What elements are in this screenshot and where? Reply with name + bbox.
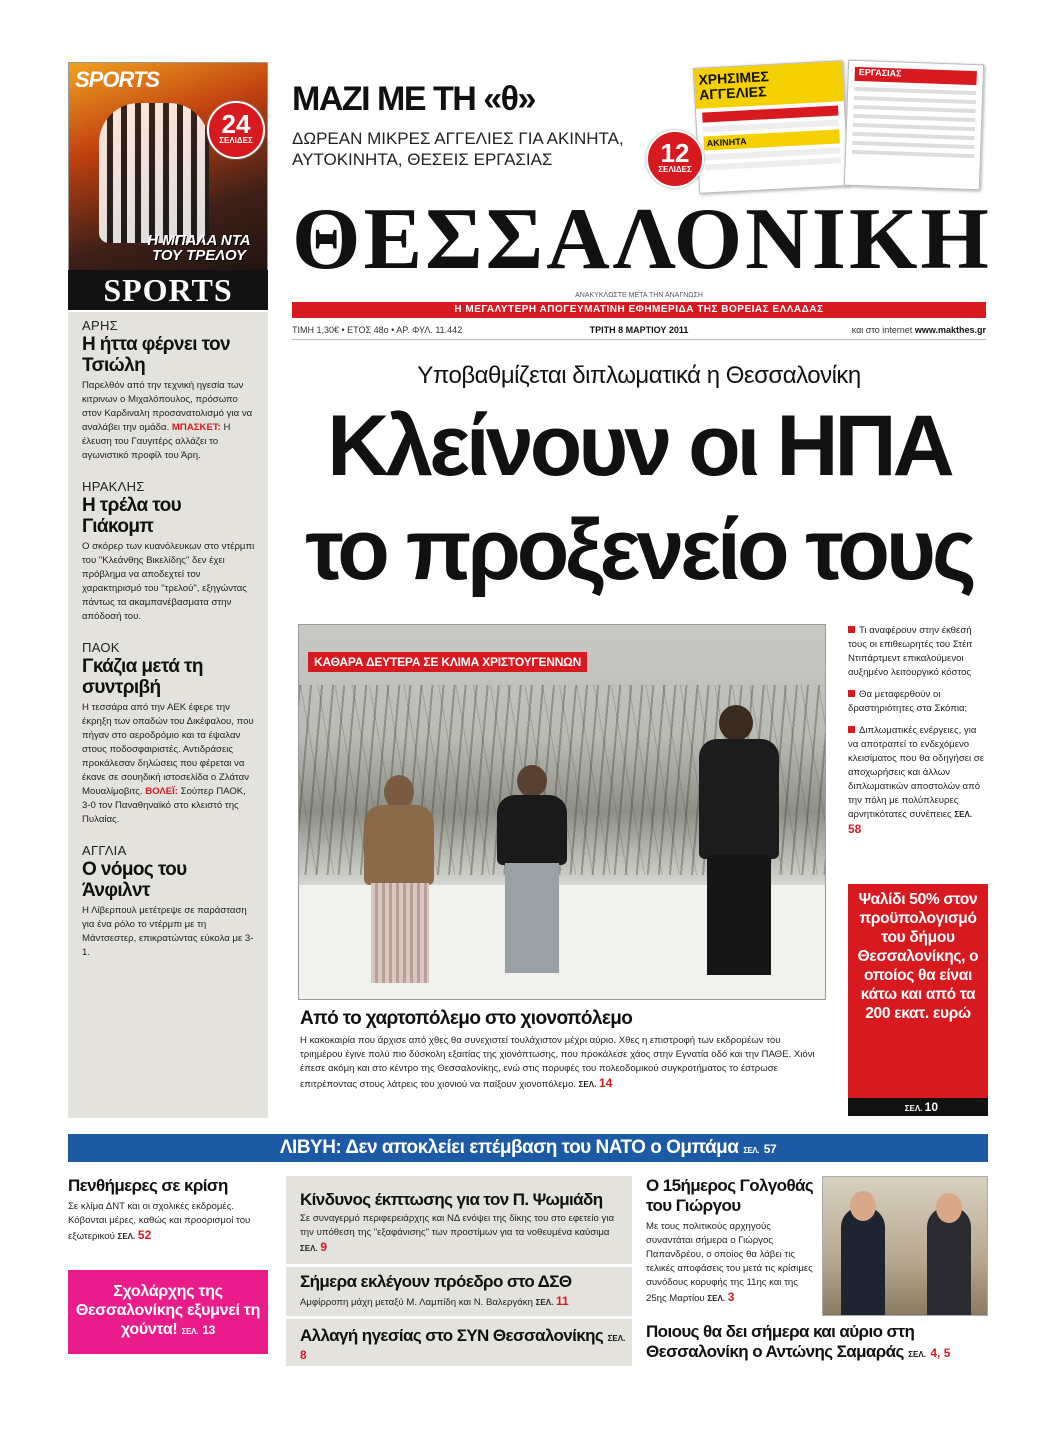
story-headline: Ο 15ήμερος Γολγοθάς του Γιώργου [646, 1176, 814, 1215]
samaras-story[interactable] [646, 1322, 990, 1362]
papandreou-story[interactable] [646, 1176, 818, 1306]
website-url[interactable]: www.makthes.gr [914, 325, 986, 335]
photo-label: ΚΑΘΑΡΑ ΔΕΥΤΕΡΑ ΣΕ ΚΛΙΜΑ ΧΡΙΣΤΟΥΓΕΝΝΩΝ [308, 652, 587, 672]
sidebar-category: ΑΓΓΛΙΑ [82, 843, 127, 858]
dsth-story[interactable] [300, 1272, 626, 1310]
sports-pages-badge [207, 101, 265, 159]
bullet-text: Διπλωματικές ενέργειες, για να αποτραπεί το ενδεχόμενο κλεισίματος που θα οδηγήσει σε αποχωρήσεις και άλλων διπλωματικών αποστολών από την πόλη με πολύπλευρες αρνητικότατες συνέπειες [848, 725, 985, 820]
classifieds-pages-number: 12 [660, 138, 690, 168]
photo-person-head [719, 705, 753, 741]
sidebar-body [82, 379, 256, 463]
page-ref-label: ΣΕΛ. [954, 810, 973, 819]
photo-person-2 [479, 765, 589, 985]
story-headline: Ποιους θα δει σήμερα και αύριο στη Θεσσαλονίκη ο Αντώνης Σαμαράς [646, 1322, 915, 1361]
photo-person-legs [371, 883, 429, 983]
divider [286, 1264, 632, 1267]
thumb-line [852, 150, 974, 158]
page-ref-number: 58 [848, 822, 862, 836]
sports-sidebar [68, 312, 268, 1118]
promo-title: ΜΑΖΙ ΜΕ ΤΗ «θ» [292, 80, 535, 118]
school-trips-story[interactable] [68, 1176, 268, 1244]
lead-headline-line-2: το προξενείο τους [305, 502, 973, 598]
sidebar-category: ΗΡΑΚΛΗΣ [82, 479, 145, 494]
sidebar-headline: Γκάζια μετά τη συντριβή [82, 656, 203, 698]
page-ref-label: ΣΕΛ. [904, 1104, 923, 1113]
page-ref-label: ΣΕΛ. [578, 1080, 597, 1089]
photo-person-legs [505, 863, 559, 973]
photo-person-head [384, 775, 414, 809]
thumb-line [852, 141, 974, 149]
bullet-item [848, 688, 988, 716]
thumb-line [854, 96, 976, 104]
sidebar-body [82, 701, 256, 827]
thumb-line [853, 132, 975, 140]
story-headline: Σήμερα εκλέγουν πρόεδρο στο ΔΣΘ [300, 1272, 572, 1291]
thumb-line [854, 87, 976, 95]
sidebar-story-iraklis[interactable] [82, 479, 256, 624]
psomiadis-story[interactable] [300, 1190, 626, 1256]
photo-person-body [699, 739, 779, 859]
photo-story-headline[interactable]: Από το χαρτοπόλεμο στο χιονοπόλεμο [300, 1008, 633, 1029]
thumb-line [854, 105, 976, 113]
recycle-note: ΑΝΑΚΥΚΛΩΣΤΕ ΜΕΤΑ ΤΗΝ ΑΝΑΓΝΩΣΗ [575, 292, 703, 299]
story-text: Αμφίρροπη μάχη μεταξύ Μ. Λαμπίδη και Ν. Βαλεργάκη [300, 1297, 533, 1308]
classifieds-thumb-section: ΑΚΙΝΗΤΑ [703, 129, 840, 150]
junta-story-box[interactable] [68, 1270, 268, 1354]
page-ref-number: 13 [202, 1323, 215, 1337]
story-body [300, 1294, 626, 1310]
photo-face [936, 1193, 962, 1223]
sidebar-body-text: Η τεσσάρα από την ΑΕΚ έφερε την έκρηξη των οπαδών του Δικέφαλου, που πήγαν στο αεροδρόμιο και τα έψαλαν στους ποδοσφαιριστές. Αντιδράσεις προκάλεσαν δηλώσεις που φέρεται να έκανε σε σουηδική ιστοσελίδα ο Ζλάταν Μουαλίμοβιτς. [82, 702, 254, 797]
sidebar-keyword: ΜΠΑΣΚΕΤ: [171, 422, 221, 433]
sidebar-headline: Η ήττα φέρνει τον Τσιώλη [82, 334, 230, 376]
syn-story[interactable] [300, 1326, 626, 1364]
issue-price: ΤΙΜΗ 1,30€ • ΕΤΟΣ 48ο • ΑΡ. ΦΥΛ. 11.442 [292, 325, 463, 335]
bullet-text: Θα μεταφερθούν οι δραστηριότητες στα Σκόπια; [848, 689, 968, 714]
libya-headline: ΛΙΒΥΗ: Δεν αποκλείει επέμβαση του ΝΑΤΟ ο Ομπάμα [279, 1137, 739, 1158]
story-text: Με τους πολιτικούς αρχηγούς συναντάται σήμερα ο Γιώργος Παπανδρέου, ο οποίος θα λάβει τις τελικές αποφάσεις του μετά τις κρίσιμες συνόδους κορυφής της 11ης και της 25ης Μαρτίου [646, 1221, 813, 1304]
page-ref-label: ΣΕΛ. [607, 1334, 626, 1343]
sports-pages-label: ΣΕΛΙΔΕΣ [219, 136, 253, 145]
classifieds-pages-label: ΣΕΛΙΔΕΣ [658, 165, 692, 174]
photo-person [841, 1207, 885, 1316]
page-ref-number: 11 [556, 1294, 569, 1308]
sidebar-extra-text: Η έλευση του Γαυγιτέρς αλλάζει το αγωνιστικό προφίλ του Άρη. [82, 422, 231, 461]
bullet-square-icon [848, 626, 855, 633]
page-ref-number: 57 [763, 1142, 777, 1156]
thumb-line [853, 123, 975, 131]
page-ref-number: 3 [727, 1290, 735, 1304]
page-ref-number: 10 [924, 1100, 938, 1114]
divider [286, 1316, 632, 1319]
page-ref-number: 14 [599, 1076, 613, 1090]
page-ref-label: ΣΕΛ. [535, 1298, 554, 1307]
sidebar-keyword: ΒΟΛΕΪ: [145, 786, 178, 797]
politics-box [286, 1176, 632, 1366]
budget-cut-box[interactable]: Ψαλίδι 50% στον προϋπολογισμό του δήμου Θεσσαλονίκης, ο οποίος θα είναι κάτω και από τα 200 εκατ. ευρώ [848, 884, 988, 1098]
story-headline: Κίνδυνος έκπτωσης για τον Π. Ψωμιάδη [300, 1190, 603, 1209]
page-ref-number: 52 [137, 1228, 152, 1242]
thumb-line [853, 114, 975, 122]
sidebar-extra-text: Σούπερ ΠΑΟΚ, 3-0 τον Παναθηναϊκό στο κλειστό της Πυλαίας. [82, 786, 246, 825]
photo-person-body [364, 805, 434, 885]
players-photo [99, 103, 209, 243]
bullet-square-icon [848, 726, 855, 733]
photo-person-3 [679, 705, 799, 985]
page-ref-label: ΣΕΛ. [743, 1146, 759, 1155]
photo-person-1 [339, 775, 449, 985]
story-body [646, 1220, 818, 1306]
sidebar-body: Ο σκόρερ των κυανόλευκων στο ντέρμπι του "Κλεάνθης Βικελίδης" δεν έχει πρόβλημα να αποδεχτεί τον χαρακτηρισμό του "τρελού", εξηγώντας πάντως τα ακαμπανέβασματα στην απόδοσή του. [82, 541, 255, 622]
bullet-square-icon [848, 690, 855, 697]
page-ref-number: 9 [320, 1240, 328, 1254]
politicians-photo[interactable] [822, 1176, 988, 1316]
classifieds-thumb2-title: ΕΡΓΑΣΙΑΣ [855, 67, 977, 85]
story-headline: Πενθήμερες σε κρίση [68, 1176, 228, 1195]
lead-headline[interactable] [292, 394, 986, 602]
issue-date: ΤΡΙΤΗ 8 ΜΑΡΤΙΟΥ 2011 [589, 325, 689, 335]
sports-thumb-caption: Η ΜΠΑΛΑ ΝΤΑ ΤΟΥ ΤΡΕΛΟΥ [147, 232, 251, 264]
story-body [68, 1200, 268, 1244]
page-ref-label: ΣΕΛ. [908, 1350, 926, 1359]
sidebar-category: ΑΡΗΣ [82, 318, 118, 333]
page-ref-number: 8 [300, 1348, 307, 1362]
issue-info-line [292, 322, 986, 340]
website-prefix: και στο internet [851, 325, 913, 335]
page-ref-label: ΣΕΛ. [707, 1294, 726, 1303]
story-body [300, 1212, 626, 1256]
bullet-item [848, 724, 988, 838]
classifieds-thumb-title: ΧΡΗΣΙΜΕΣ ΑΓΓΕΛΙΕΣ [694, 61, 844, 109]
photo-face [850, 1191, 876, 1221]
page-ref-label: ΣΕΛ. [117, 1232, 136, 1241]
classifieds-page-thumbnail[interactable] [844, 60, 984, 191]
sidebar-story-england[interactable] [82, 843, 256, 960]
website-line [852, 325, 986, 335]
sidebar-story-paok[interactable] [82, 640, 256, 827]
lead-kicker: Υποβαθμίζεται διπλωματικά η Θεσσαλονίκη [417, 362, 861, 389]
sports-supplement-thumbnail[interactable] [68, 62, 268, 272]
sports-thumb-title: SPORTS [75, 67, 160, 92]
tagline-bar: Η ΜΕΓΑΛΥΤΕΡΗ ΑΠΟΓΕΥΜΑΤΙΝΗ ΕΦΗΜΕΡΙΔΑ ΤΗΣ ΒΟΡΕΙΑΣ ΕΛΛΑΔΑΣ [292, 302, 986, 318]
snowball-fight-photo[interactable] [298, 624, 826, 1000]
sidebar-headline: Ο νόμος του Άνφιλντ [82, 859, 187, 901]
pink-box-text: Σχολάρχης της Θεσσαλονίκης εξυμνεί τη χούντα! [75, 1283, 261, 1338]
page-ref-label: ΣΕΛ. [300, 1244, 318, 1253]
promo-text: ΔΩΡΕΑΝ ΜΙΚΡΕΣ ΑΓΓΕΛΙΕΣ ΓΙΑ ΑΚΙΝΗΤΑ, ΑΥΤΟΚΙΝΗΤΑ, ΘΕΣΕΙΣ ΕΡΓΑΣΙΑΣ [292, 129, 624, 169]
sports-section-bar: SPORTS [68, 270, 268, 310]
photo-person-body [497, 795, 567, 865]
photo-person-legs [707, 855, 771, 975]
budget-cut-page-ref [848, 1098, 988, 1116]
sidebar-body-text: Παρελθόν από την τεχνική ηγεσία των κιτρινων ο Μιχαλόπουλος, πρόσωπο στον Καρδιναλη προσανατολισμό για να αναλάβει την ομάδα. [82, 380, 253, 433]
sidebar-body: Η Λίβερπουλ μετέτρεψε σε παράσταση για ένα ρόλο το ντέρμπι με τη Μάντσεστερ, επικρατώντας εύκολα με 3-1. [82, 905, 254, 958]
bullet-item [848, 624, 988, 680]
photo-story-body [300, 1034, 824, 1092]
libya-news-bar[interactable] [68, 1134, 988, 1162]
story-text: Σε συναγερμό περιφερειάρχης και ΝΔ ενόψει της δίκης του στο εφετείο για την υπόθεση της "εξαφάνισης" των προστίμων για τα νοθευμένα καύσιμα [300, 1213, 615, 1238]
bullet-text: Τι αναφέρουν στην έκθεσή τους οι επιθεωρητές του Στέιτ Ντιπάρτμεντ επικαλούμενοι αυξημένο λειτουργικό κόστος [848, 625, 973, 678]
photo-story-text: Η κακοκαιρία που άρχισε από χθες θα συνεχιστεί τουλάχιστον μέχρι αύριο. Χθες η επιστροφή των εκδρομέων του τριημέρου έγινε πολύ πιο δύσκολη εξαιτίας της χιονόπτωσης, που προκάλεσε χάος στην Εγνατία οδό και την ΠΑΘΕ. Χιόνι έπεσε ακόμη και στο κέντρο της Θεσσαλονίκης, ενώ στις πορυφές του πολεοδομικού συγκροτήματος το έστρωσε επιτρέποντας στους λάτρεις του χιονιού να παίξουν χιονοπόλεμο. [300, 1035, 815, 1090]
sidebar-story-aris[interactable] [82, 318, 256, 463]
lead-bullets [848, 624, 988, 846]
story-headline: Αλλαγή ηγεσίας στο ΣΥΝ Θεσσαλονίκης [300, 1326, 604, 1345]
sports-pages-number: 24 [221, 109, 251, 139]
photo-person-head [517, 765, 547, 797]
lead-headline-line-1: Κλείνουν οι ΗΠΑ [327, 398, 951, 494]
sidebar-category: ΠΑΟΚ [82, 640, 120, 655]
story-text: Σε κλίμα ΔΝΤ και οι σχολικές εκδρομές. Κόβονται μέρες, καθώς και προορισμοί του εξωτερικού [68, 1201, 251, 1242]
newspaper-masthead: ΘΕΣΣΑΛΟΝΙΚΗ [292, 191, 992, 288]
sidebar-headline: Η τρέλα του Γιάκομπ [82, 495, 182, 537]
classifieds-pages-badge [646, 130, 704, 188]
photo-person [927, 1207, 971, 1316]
page-ref-label: ΣΕΛ. [181, 1327, 199, 1336]
classifieds-supplement-thumbnail[interactable] [693, 60, 849, 194]
page-ref-number: 4, 5 [930, 1346, 951, 1360]
